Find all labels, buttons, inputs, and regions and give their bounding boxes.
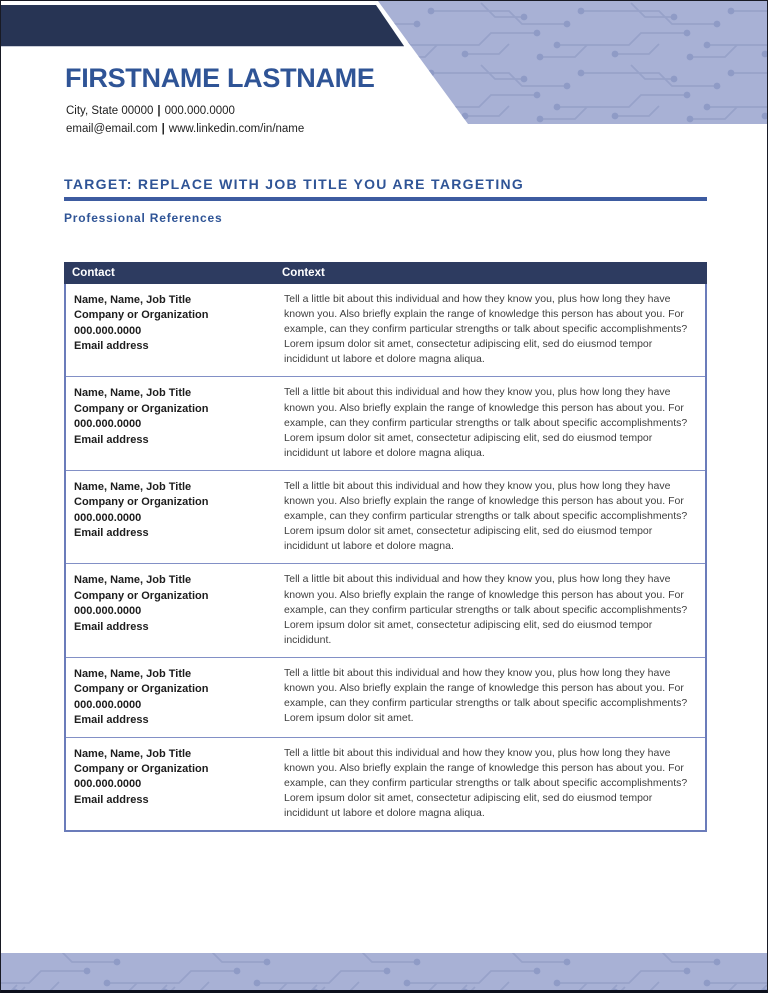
contact-cell (66, 284, 274, 376)
reference-row (66, 657, 705, 737)
column-header-context: Context (282, 267, 325, 279)
phone-text: 000.000.0000 (164, 105, 235, 117)
contact-line: Email address (74, 714, 149, 727)
contact-line: Name, Name, Job Title (74, 574, 192, 587)
footer-circuit-band (1, 953, 768, 991)
contact-info (66, 103, 304, 138)
contact-line: Email address (74, 793, 149, 806)
section-heading: Professional References (64, 211, 223, 225)
city-state-text: City, State 00000 (66, 105, 154, 117)
contact-line: 000.000.0000 (74, 605, 142, 618)
contact-cell (66, 377, 274, 469)
context-cell (274, 471, 705, 563)
target-heading: TARGET: REPLACE WITH JOB TITLE YOU ARE TARGETING (64, 176, 525, 192)
context-text: Tell a little bit about this individual and how they know you, plus how long they have known you. Also briefly explain the range of knowledge this person has about you. For example, can they confirm particular strengths or talk about specific accomplishments? Lorem ipsum dolor sit amet. (284, 666, 688, 725)
contact-line: Email address (74, 433, 149, 446)
table-header-row (64, 262, 707, 284)
table-body (64, 284, 707, 832)
contact-cell (66, 564, 274, 656)
contact-line: 000.000.0000 (74, 418, 142, 431)
contact-line: Company or Organization (74, 402, 209, 415)
contact-line: Company or Organization (74, 589, 209, 602)
contact-line: Email address (74, 620, 149, 633)
contact-line: Name, Name, Job Title (74, 747, 192, 760)
reference-row (66, 284, 705, 376)
email-text: email@email.com (66, 122, 158, 135)
contact-line: Company or Organization (74, 762, 209, 775)
context-text: Tell a little bit about this individual and how they know you, plus how long they have known you. Also briefly explain the range of knowledge this person has about you. For example, can they confirm particular strengths or talk about specific accomplishments? Lorem ipsum dolor sit amet, consectetur adipiscing elit, sed do eiusmod tempor incididunt. (284, 573, 688, 646)
heading-rule (64, 197, 707, 201)
contact-line: 000.000.0000 (74, 698, 142, 711)
person-name: FIRSTNAME LASTNAME (65, 63, 375, 93)
contact-line-2 (66, 121, 304, 139)
context-cell (274, 377, 705, 469)
context-cell (274, 564, 705, 656)
contact-line: Company or Organization (74, 683, 209, 696)
contact-line: 000.000.0000 (74, 511, 142, 524)
contact-cell (66, 658, 274, 737)
context-text: Tell a little bit about this individual and how they know you, plus how long they have known you. Also briefly explain the range of knowledge this person has about you. For example, can they confirm particular strengths or talk about specific accomplishments? Lorem ipsum dolor sit amet, consectetur adipiscing elit, sed do eiusmod tempor incididunt ut labore et dolore magna aliqua. (284, 293, 688, 366)
navy-bar-shadow (1, 46, 404, 47)
context-text: Tell a little bit about this individual and how they know you, plus how long they have known you. Also briefly explain the range of knowledge this person has about you. For example, can they confirm particular strengths or talk about specific accomplishments? Lorem ipsum dolor sit amet, consectetur adipiscing elit, sed do eiusmod tempor incididunt ut labore et dolore magna aliqua. (284, 386, 688, 459)
reference-row (66, 470, 705, 563)
contact-line: Name, Name, Job Title (74, 480, 192, 493)
contact-line-1 (66, 103, 304, 121)
circuit-pattern-graphic (1, 953, 768, 991)
column-header-contact: Contact (72, 267, 115, 279)
contact-line: Email address (74, 340, 149, 353)
separator-pipe: | (161, 122, 165, 135)
context-cell (274, 658, 705, 737)
reference-row (66, 737, 705, 830)
contact-line: Company or Organization (74, 496, 209, 509)
contact-line: Name, Name, Job Title (74, 387, 192, 400)
contact-cell (66, 471, 274, 563)
contact-cell (66, 738, 274, 830)
header-navy-bar (1, 5, 413, 46)
context-cell (274, 738, 705, 830)
reference-row (66, 563, 705, 656)
context-text: Tell a little bit about this individual and how they know you, plus how long they have known you. Also briefly explain the range of knowledge this person has about you. For example, can they confirm particular strengths or talk about specific accomplishments? Lorem ipsum dolor sit amet, consectetur adipiscing elit, sed do eiusmod tempor incididunt ut labore et dolore magna aliqua. (284, 746, 688, 819)
reference-row (66, 376, 705, 469)
contact-line: Name, Name, Job Title (74, 667, 192, 680)
references-table (64, 262, 707, 832)
context-cell (274, 284, 705, 376)
linkedin-text: www.linkedin.com/in/name (168, 122, 305, 135)
contact-line: Company or Organization (74, 309, 209, 322)
contact-line: Email address (74, 527, 149, 540)
contact-line: 000.000.0000 (74, 324, 142, 337)
contact-line: 000.000.0000 (74, 778, 142, 791)
separator-pipe: | (157, 105, 161, 117)
contact-line: Name, Name, Job Title (74, 294, 192, 306)
context-text: Tell a little bit about this individual and how they know you, plus how long they have known you. Also briefly explain the range of knowledge this person has about you. For example, can they confirm particular strengths or talk about specific accomplishments? Lorem ipsum dolor sit amet, consectetur adipiscing elit, sed do eiusmod tempor incididunt ut labore et dolore magna. (284, 479, 688, 553)
